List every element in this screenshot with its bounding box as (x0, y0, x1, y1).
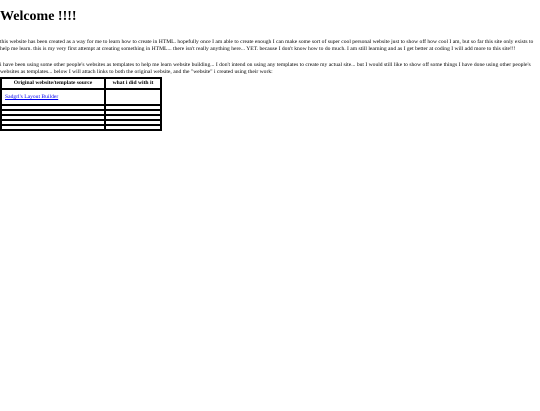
table-cell (105, 125, 161, 130)
table-row (1, 125, 161, 130)
table-header-row (1, 78, 161, 89)
table-cell (1, 125, 105, 130)
table-row (1, 89, 161, 105)
page (0, 6, 540, 131)
page-title: Welcome !!!! (0, 9, 77, 24)
table-cell (1, 89, 105, 105)
header-what-i-did: what i did with it (105, 78, 161, 89)
sadgrl-layout-builder-link[interactable]: Sadgrl's Layout Builder (5, 94, 59, 101)
table-cell (105, 89, 161, 105)
intro-paragraph: this website has been created as a way for me to learn how to create in HTML. hopefully once I am able to create enough I can make some sort of super cool personal website just to show off how cool I am, but so far this site only exists to help me learn. this is my very first attempt at creating something in HTML... there isn't really anything here... YET. because I don't know how to do much. I am still learning and as I get better at coding I will add more to this site!!! (0, 39, 534, 53)
header-original-source: Original website/template source (1, 78, 105, 89)
template-links-table (0, 77, 162, 131)
templates-paragraph: i have been using some other people's websites as templates to help me learn website building... I don't intend on using any templates to create my actual site... but I would still like to show off some things I have done using other people's websites as templates... below I will attach links to both the original website, and the "website" i created using their work: (0, 62, 531, 76)
